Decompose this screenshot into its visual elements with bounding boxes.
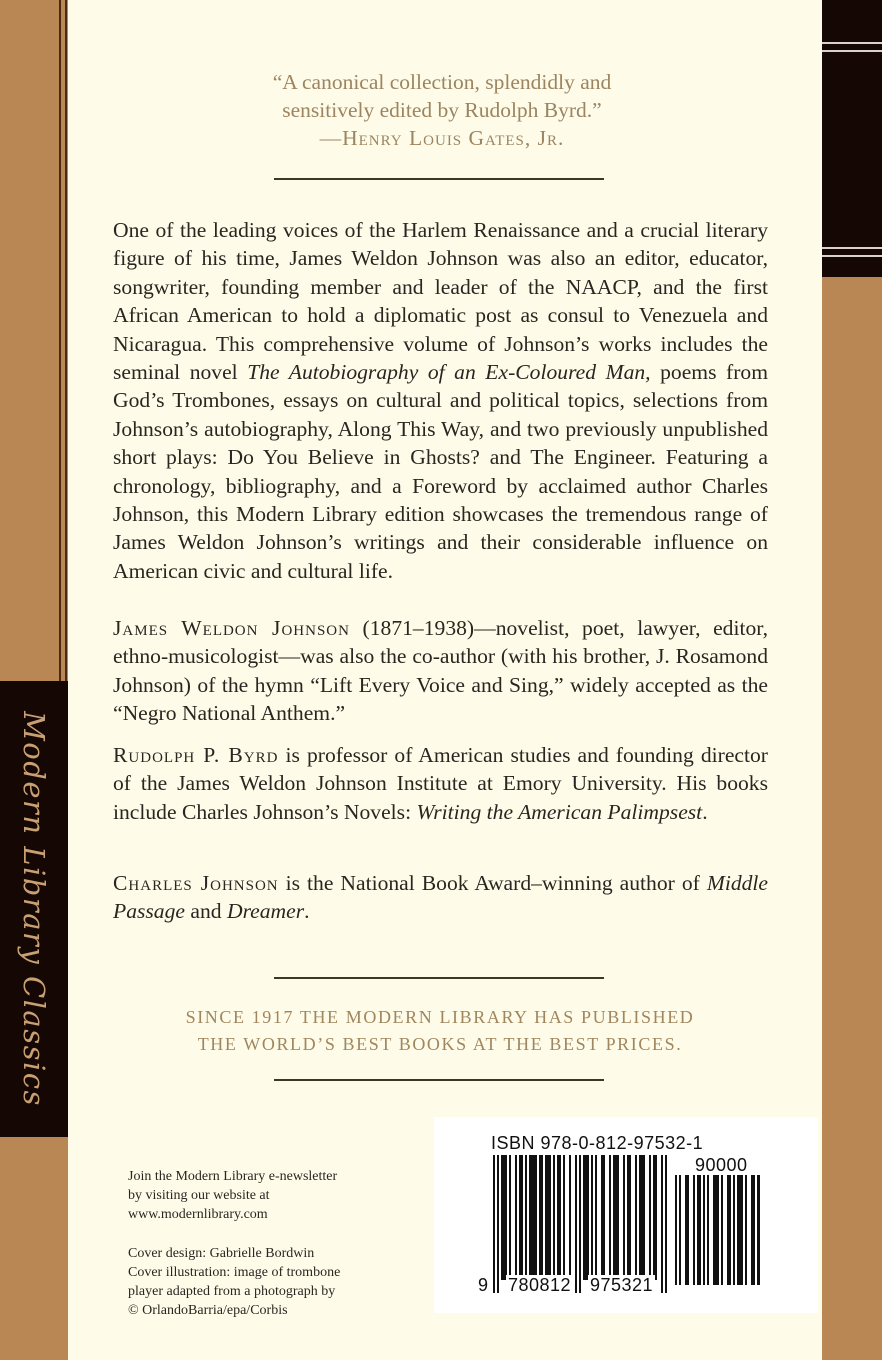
editor-book-title: Writing the American Palimpsest bbox=[416, 799, 703, 824]
website-link[interactable]: www.modernlibrary.com bbox=[128, 1207, 268, 1223]
isbn-barcode bbox=[493, 1155, 668, 1293]
barcode-digits-left: 780812 bbox=[508, 1275, 572, 1295]
foreword-author-name: Charles Johnson bbox=[113, 871, 279, 895]
editor-bio: Rudolph P. Byrd is professor of American studies and founding director of the James Weldon Johnson Institute at Emory University. His books include Charles Johnson’s Novels: Writing the American Palimpsest. bbox=[113, 743, 768, 824]
book-title: Dreamer bbox=[226, 899, 305, 924]
right-horizontal-rule bbox=[822, 50, 882, 52]
right-horizontal-rule bbox=[822, 255, 882, 257]
publisher-tagline: SINCE 1917 THE MODERN LIBRARY HAS PUBLISHED THE WORLD’S BEST BOOKS AT THE BEST PRICES. bbox=[185, 1007, 695, 1054]
author-bio: James Weldon Johnson (1871–1938)—novelist, poet, lawyer, editor, ethno-musicologist—was also the co-author (with his brother, J. Rosamond Johnson) of the hymn “Lift Every Voice and Sing,” widely accepted as the “Negro National Anthem.” bbox=[113, 616, 768, 726]
isbn-label: ISBN 978-0-812-97532-1 bbox=[491, 1133, 704, 1153]
cover-credits: Join the Modern Library e-newsletter by visiting our website at www.modernlibrary.com Cover design: Gabrielle Bordwin Cover illustration: image of trombone player adapted from a photograph by © OrlandoBarria/epa/Corbis bbox=[128, 1167, 428, 1320]
divider-rule bbox=[274, 977, 604, 979]
price-code: 90000 bbox=[695, 1155, 748, 1175]
right-horizontal-rule bbox=[822, 247, 882, 249]
foreword-author-bio: Charles Johnson is the National Book Award–winning author of Middle Passage and Dreamer. bbox=[113, 871, 768, 924]
quote-line: “A canonical collection, splendidly and bbox=[272, 70, 612, 94]
left-tan-border bbox=[0, 0, 68, 1360]
barcode-digits-right: 975321 bbox=[590, 1275, 654, 1295]
quote-line: sensitively edited by Rudolph Byrd.” bbox=[282, 98, 602, 122]
divider-rule bbox=[274, 1079, 604, 1081]
quote-attribution: —Henry Louis Gates, Jr. bbox=[319, 126, 565, 150]
book-title: Middle Passage bbox=[113, 871, 768, 924]
right-horizontal-rule bbox=[822, 42, 882, 44]
novel-title: The Autobiography of an Ex-Coloured Man, bbox=[247, 360, 651, 385]
editor-name: Rudolph P. Byrd bbox=[113, 743, 279, 767]
book-description: One of the leading voices of the Harlem Renaissance and a crucial literary figure of his time, James Weldon Johnson was also an editor, educator, songwriter, founding member and leader of the NAACP, and the first African American to hold a diplomatic post as consul to Venezuela and Nicaragua. This comprehensive volume of Johnson’s works includes the seminal novel The Autobiography of an Ex-Coloured Man, poems from God’s Trombones, essays on cultural and political topics, selections from Johnson’s autobiography, Along This Way, and two previously unpublished short plays: Do You Believe in Ghosts? and The Engineer. Featuring a chronology, bibliography, and a Foreword by acclaimed author Charles Johnson, this Modern Library edition showcases the tremendous range of James Weldon Johnson’s writings and their considerable influence on American civic and cultural life. bbox=[113, 218, 769, 583]
left-vertical-rule bbox=[59, 0, 61, 682]
divider-rule bbox=[274, 178, 604, 180]
author-name: James Weldon Johnson bbox=[113, 616, 350, 640]
blurb-quote bbox=[200, 68, 684, 152]
price-barcode bbox=[675, 1175, 761, 1285]
barcode-digit: 9 bbox=[478, 1275, 489, 1295]
left-vertical-rule bbox=[65, 0, 67, 682]
series-title: Modern Library Classics bbox=[17, 711, 51, 1107]
